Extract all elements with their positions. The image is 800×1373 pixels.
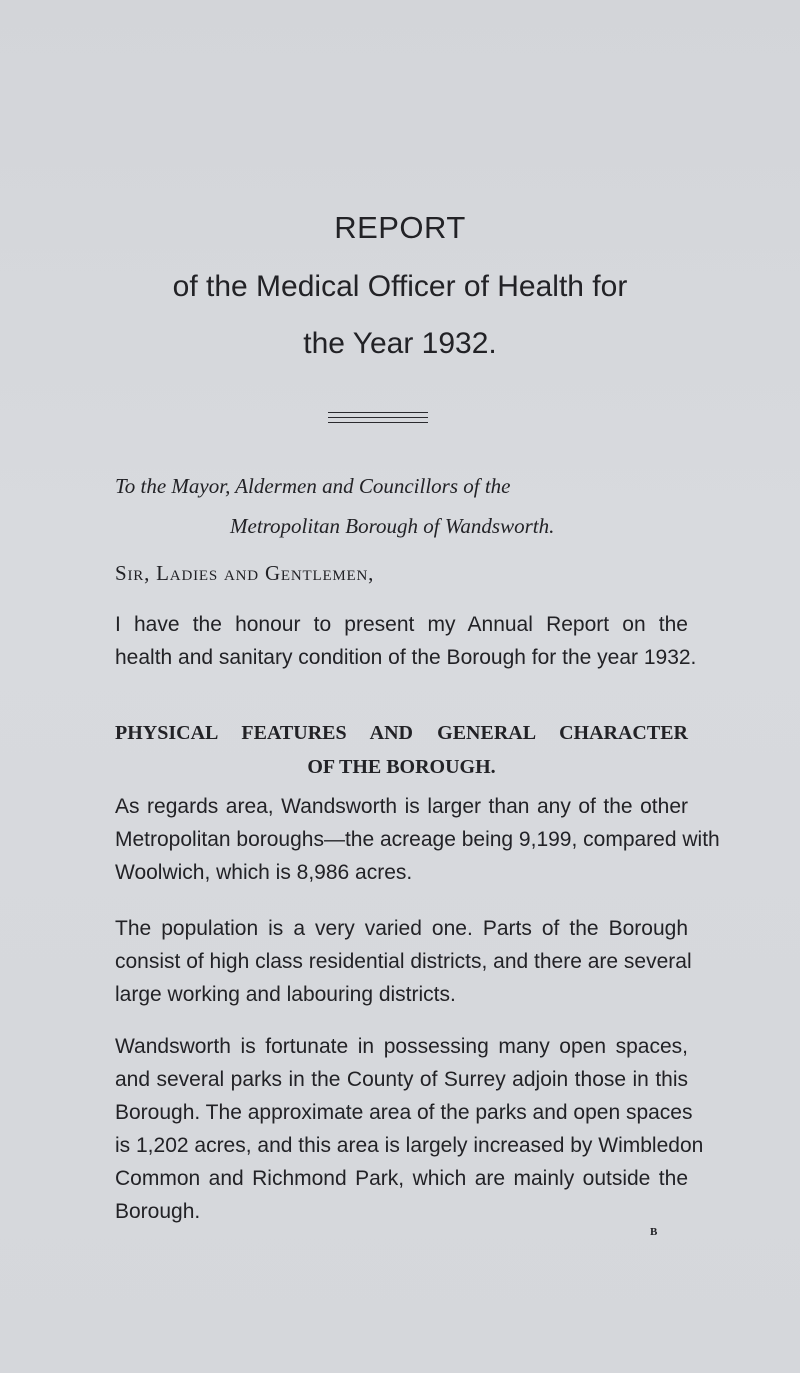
report-subtitle-line2: the Year 1932. bbox=[303, 327, 497, 360]
paragraph-line: large working and labouring districts. bbox=[115, 983, 456, 1006]
paragraph-line: Common and Richmond Park, which are mainly outside the bbox=[115, 1167, 688, 1190]
paragraph-line: and several parks in the County of Surrey adjoin those in this bbox=[115, 1068, 688, 1091]
paragraph-line: Metropolitan boroughs—the acreage being 9,199, compared with bbox=[115, 828, 720, 851]
paragraph-line: Wandsworth is fortunate in possessing many open spaces, bbox=[115, 1035, 688, 1058]
paragraph-line: consist of high class residential districts, and there are several bbox=[115, 950, 692, 973]
intro-paragraph bbox=[115, 608, 697, 674]
paragraph-line: As regards area, Wandsworth is larger than any of the other bbox=[115, 795, 688, 818]
paragraph-line: is 1,202 acres, and this area is largely increased by Wimbledon bbox=[115, 1134, 704, 1157]
signature-mark: B bbox=[650, 1226, 658, 1238]
paragraph-area bbox=[115, 790, 720, 889]
report-subtitle-line1: of the Medical Officer of Health for bbox=[172, 270, 628, 303]
paragraph-line: The population is a very varied one. Parts of the Borough bbox=[115, 917, 688, 940]
section-heading-line1: PHYSICAL FEATURES AND GENERAL CHARACTER bbox=[115, 722, 688, 744]
section-heading-line2: OF THE BOROUGH. bbox=[307, 756, 496, 778]
paragraph-line: Woolwich, which is 8,986 acres. bbox=[115, 861, 413, 884]
intro-line1: I have the honour to present my Annual Report on the bbox=[115, 613, 688, 636]
address-line2: Metropolitan Borough of Wandsworth. bbox=[230, 514, 555, 538]
paragraph-line: Borough. bbox=[115, 1200, 201, 1223]
divider-rule-top bbox=[328, 412, 428, 413]
intro-line2: health and sanitary condition of the Borough for the year 1932. bbox=[115, 646, 697, 669]
salutation: Sir, Ladies and Gentlemen, bbox=[115, 561, 375, 585]
address-line1: To the Mayor, Aldermen and Councillors of the bbox=[115, 474, 511, 498]
divider-rule-bottom bbox=[328, 422, 428, 423]
section-heading bbox=[115, 716, 688, 784]
paragraph-open-spaces bbox=[115, 1030, 704, 1228]
paragraph-line: Borough. The approximate area of the parks and open spaces bbox=[115, 1101, 693, 1124]
paragraph-population bbox=[115, 912, 692, 1011]
divider-rule-middle bbox=[328, 417, 428, 418]
page-title: REPORT bbox=[334, 210, 466, 245]
